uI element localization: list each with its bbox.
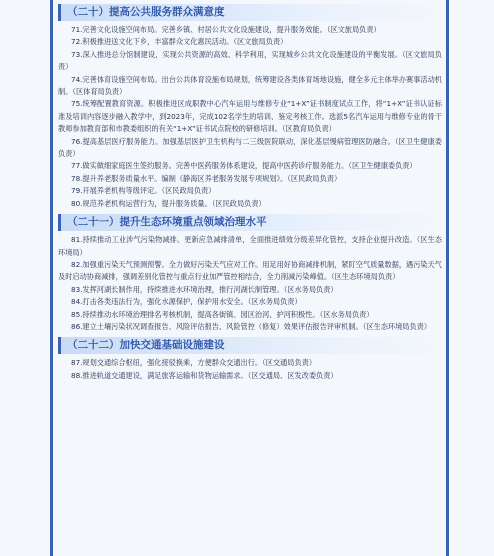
- list-item: 88.推进轨道交通建设，满足旅客运输和货物运输需求。（区交通局、区发改委负责）: [71, 370, 338, 380]
- page-frame-right-border: [446, 0, 449, 556]
- list-item: 76.提高基层医疗服务能力。加强基层医护卫生机构与二三级医院联动，深化基层慢病管理医防融合。（区卫生健康委负责）: [58, 136, 442, 159]
- list-item: 84.打击各类违法行为，强化水源保护，保护用水安全。（区水务局负责）: [71, 297, 302, 307]
- list-item: 83.发挥河湖长制作用，持续推进水环境治理，推行河湖长制管理。（区水务局负责）: [71, 284, 338, 294]
- list-item: 82.加强重污染天气预测预警。全力做好污染天气应对工作。用足用好协商减排机制，紧盯空气质量数据，遇污染天气及时启动协商减排，强调差别化管控与重点行业加严管控相结合，全力削减污染峰值。（区生态环境局负责）: [58, 259, 442, 282]
- list-item: 71.完善文化设施空间布局。完善乡镇、村居公共文化设施建设，提升服务效能。（区文旅局负责）: [71, 25, 381, 34]
- list-item: 75.统筹配置教育资源。积极推进区成职教中心汽车运用与维修专业“1+X”证书制度试点工作，将“1+X”证书认证标准及培训内容逐步融入教学中，到2023年，完成102名学生的培训、鉴定考核工作。选派5名汽车运用与维修专业的骨干教师参加教育部和市教委组织的有关“1+X”证书试点院校的研修培训。（区教育局负责）: [58, 99, 442, 134]
- list-item: 77.做实做细家庭医生签约服务。完善中医药服务体系建设，提高中医药诊疗服务能力。（区卫生健康委负责）: [71, 161, 417, 171]
- list-item: 73.深入推进总分馆制建设，实现公共资源的高效、科学利用，实现城乡公共文化设施建设的平衡发展。（区文旅局负责）: [58, 49, 442, 72]
- list-item: 85.持续推动水环境治理排名考核机制，提高各街镇、园区治河、护河积极性。（区水务局负责）: [71, 309, 374, 319]
- list-item: 86.建立土壤污染状况调查报告、风险评估报告、风险管控（修复）效果评估报告评审机制。（区生态环境局负责）: [71, 321, 432, 331]
- section-heading: （二十一）提升生态环境重点领域治理水平: [58, 214, 442, 231]
- document-body: [58, 0, 442, 382]
- section-heading: （二十）提高公共服务群众满意度: [58, 4, 442, 21]
- page-frame-left-border: [50, 0, 53, 556]
- section-heading: （二十二）加快交通基础设施建设: [58, 337, 442, 354]
- list-item: 74.完善体育设施空间布局。出台公共体育设施布局规划，统筹建设各类体育场地设施，健全多元主体举办赛事活动机制。（区体育局负责）: [58, 74, 442, 97]
- list-item: 78.提升养老服务质量水平。编制《静海区养老服务发展专项规划》。（区民政局负责）: [71, 173, 342, 183]
- list-item: 87.规划交通综合枢纽，强化接驳换乘，方便群众交通出行。（区交通局负责）: [71, 358, 317, 368]
- list-item: 80.规范养老机构运营行为，提升服务质量。（区民政局负责）: [71, 198, 266, 208]
- list-item: 79.开展养老机构等级评定。（区民政局负责）: [71, 186, 216, 196]
- list-item: 72.积极推进送文化下乡，丰富群众文化惠民活动。（区文旅局负责）: [71, 37, 288, 47]
- list-item: 81.持续推动工业涉气污染物减排。更新应急减排清单，全面推进绩效分级差异化管控，支持企业提升改造。（区生态环境局）: [58, 235, 442, 257]
